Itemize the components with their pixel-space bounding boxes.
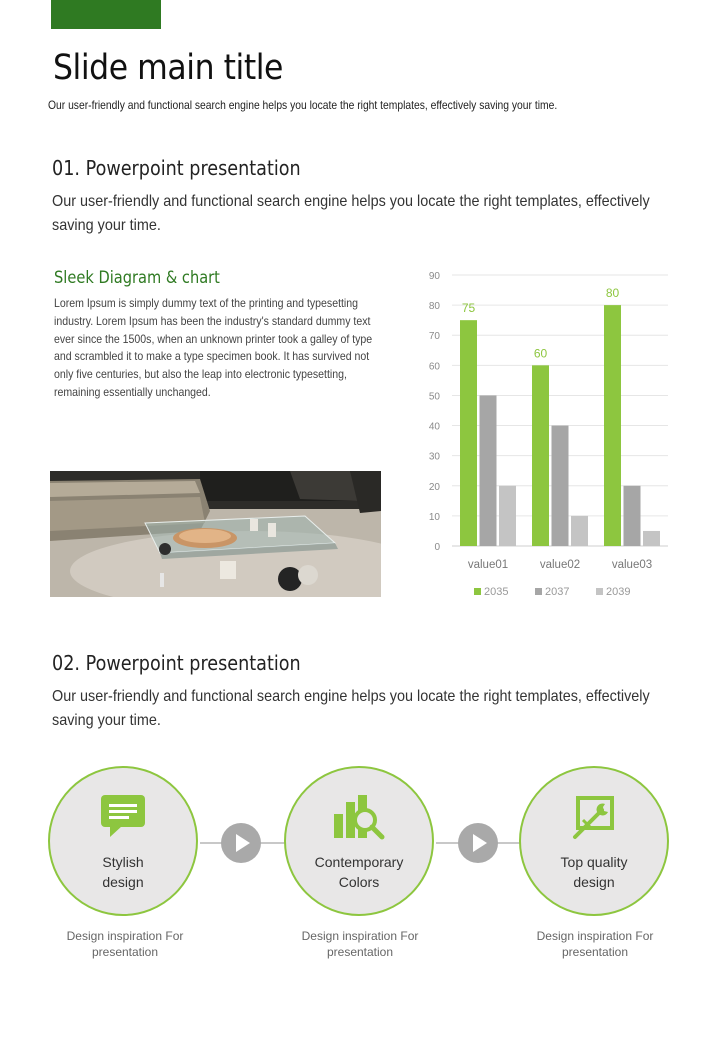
bar-2039-value03 [643,531,660,546]
bar-2037-value01 [480,395,497,546]
process-step-contemporary-colors [284,766,434,916]
process-step-top-quality-design [519,766,669,916]
diagram-text: Lorem Ipsum is simply dummy text of the printing and typesetting industry. Lorem Ipsum has been the industry's standard dummy text ever since the 1500s, when an unknown printer took a galley of type and scrambled it to make a type specimen book. It has survived not only five centuries, but also the leap into electronic typesetting, remaining essentially unchanged. [54,296,373,399]
bar-2035-value01 [460,320,477,546]
play-arrow-icon [458,823,498,863]
chart-search-icon [333,794,385,845]
diagram-title: Sleek Diagram & chart [54,268,220,288]
legend-label: 2039 [606,586,631,598]
step-caption: Design inspiration For presentation [66,929,184,959]
step-label: Contemporary Colors [314,854,404,890]
section2-heading: 02. Powerpoint presentation [52,651,301,675]
legend-label: 2035 [484,586,509,598]
y-tick-label: 90 [428,271,440,282]
step-caption: Design inspiration For presentation [301,929,419,959]
section1-heading: 01. Powerpoint presentation [52,156,301,180]
bar-2039-value01 [499,486,516,546]
legend-swatch-2039 [596,588,603,595]
legend-swatch-2037 [535,588,542,595]
step-caption: Design inspiration For presentation [536,929,654,959]
y-tick-label: 0 [434,542,440,553]
slide-subtitle: Our user-friendly and functional search engine helps you locate the right templates, effectively saving your time. [48,98,558,112]
header-accent-block [51,0,161,29]
legend-label: 2037 [545,586,570,598]
play-arrow-icon [221,823,261,863]
y-tick-label: 80 [428,301,440,313]
data-label: 60 [533,346,548,361]
y-tick-label: 40 [428,421,440,433]
y-tick-label: 50 [428,391,440,403]
process-step-stylish-design [48,766,198,916]
bar-chart-svg [418,262,680,612]
bar-2037-value03 [624,486,641,546]
x-tick-label: value02 [539,559,581,571]
bar-2039-value02 [571,516,588,546]
section1-body: Our user-friendly and functional search engine helps you locate the right templates, effectively saving your time. [52,193,650,234]
chat-bubble-icon [100,794,146,843]
living-room-photo [50,471,381,597]
bar-2037-value02 [552,426,569,546]
y-tick-label: 10 [428,511,440,523]
step-label: Stylish design [102,854,144,890]
x-tick-label: value01 [467,559,509,571]
y-tick-label: 30 [428,451,440,463]
legend-swatch-2035 [474,588,481,595]
y-tick-label: 20 [428,481,440,493]
bar-chart [418,262,680,612]
living-room-illustration [50,471,381,597]
bar-2035-value02 [532,365,549,546]
bar-2035-value03 [604,305,621,546]
step-label: Top quality design [560,854,628,890]
section2-body: Our user-friendly and functional search engine helps you locate the right templates, effectively saving your time. [52,688,650,729]
data-label: 80 [605,286,620,301]
slide-title: Slide main title [53,48,283,88]
y-tick-label: 60 [428,361,440,373]
y-tick-label: 70 [428,331,440,343]
tools-icon [571,794,617,845]
x-tick-label: value03 [611,559,653,571]
data-label: 75 [461,301,476,316]
